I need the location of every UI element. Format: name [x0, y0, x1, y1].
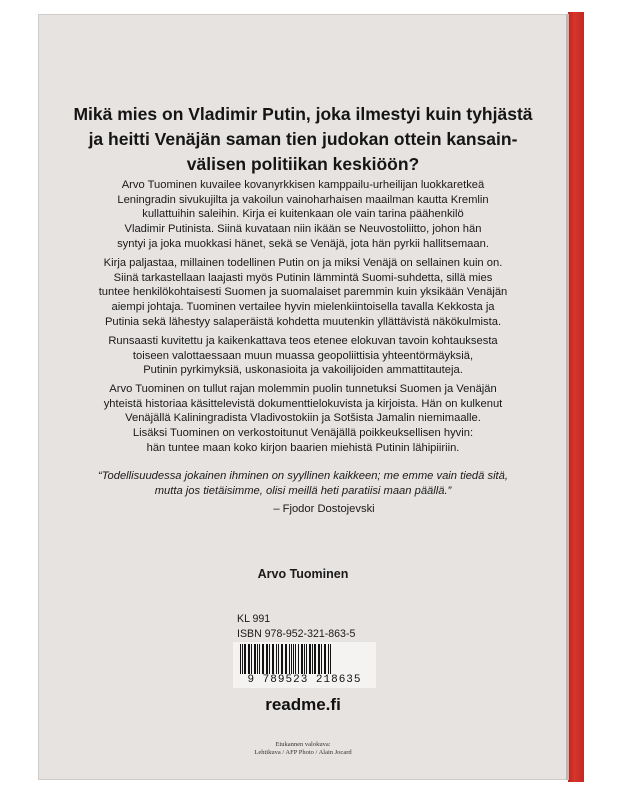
classification-code: KL 991 [237, 613, 271, 625]
paragraph-line: Vladimir Putinista. Siinä kuvataan niin ikään se Neuvostoliitto, johon hän [124, 223, 482, 236]
paragraph-line: Leningradin sivukujilta ja vakoilun vainoharhaisen maailman kautta Kremlin [117, 193, 489, 206]
barcode-bars [236, 644, 373, 678]
paragraph-line: aiempi johtaja. Tuominen vertailee hyvin mielenkiintoisella tavalla Kekkosta ja [111, 301, 495, 314]
barcode [233, 642, 376, 688]
epigraph-quote [38, 469, 568, 498]
paragraph-line: hän tuntee maan koko kirjon baarien miehistä Putinin lähipiiriin. [146, 441, 460, 454]
paragraph-content [38, 256, 568, 330]
quote-attribution: – Fjodor Dostojevski [273, 503, 375, 515]
isbn: ISBN 978-952-321-863-5 [237, 628, 356, 640]
paragraph-line: Kirja paljastaa, millainen todellinen Putin on ja miksi Venäjä on sellainen kuin on. [103, 257, 503, 269]
headline-line: ja heitti Venäjän saman tien judokan ottein kansain- [88, 129, 518, 149]
photo-credit-line: Lehtikuva / AFP Photo / Alain Jocard [254, 749, 352, 756]
paragraph-intro [38, 178, 568, 252]
paragraph-line: Venäjällä Kaliningradista Vladivostokiin ja Sotšista Jamalin niemimaalle. [125, 412, 481, 425]
paragraph-line: Putinia sekä lähestyy salaperäistä kohdetta muutenkin yllättävistä näkökulmista. [104, 315, 502, 328]
paragraph-line: tuntee henkilökohtaisesti Suomen ja suomalaiset paremmin kuin yksikään Venäjän [98, 286, 508, 299]
paragraph-line: Runsaasti kuvitettu ja kaikenkattava teos etenee elokuvan tavoin kohtauksesta [108, 335, 498, 347]
headline [38, 102, 568, 177]
quote-line: mutta jos tietäisimme, olisi meillä heti paratiisi maan päällä.” [154, 484, 452, 497]
paragraph-line: kullattuihin saleihin. Kirja ei kuitenkaan ole vain tarina päähenkilö [142, 208, 464, 221]
paragraph-line: Lisäksi Tuominen on verkostoitunut Venäjällä poikkeuksellisen hyvin: [132, 427, 474, 440]
headline-line: välisen politiikan keskiöön? [186, 154, 420, 174]
paragraph-line: Putinin pyrkimyksiä, uskonasioita ja vakoilijoiden ammattitauteja. [143, 364, 463, 377]
book-spine [568, 12, 584, 782]
quote-line: “Todellisuudessa jokainen ihminen on syyllinen kaikkeen; me emme vain tiedä sitä, [97, 470, 508, 482]
paragraph-line: syntyi ja joka muokkasi hänet, sekä se Venäjä, jota hän pyrkii hallitsemaan. [117, 237, 489, 250]
paragraph-line: toiseen valottaessaan muun muassa geopoliittisia yhteentörmäyksiä, [132, 349, 474, 362]
paragraph-style [38, 334, 568, 378]
publisher-logo: readme.fi [265, 695, 341, 714]
headline-line: Mikä mies on Vladimir Putin, joka ilmestyi kuin tyhjästä [73, 104, 533, 124]
barcode-number: 9 789523 218635 [233, 674, 376, 686]
paragraph-line: Arvo Tuominen on tullut rajan molemmin puolin tunnetuksi Suomen ja Venäjän [109, 383, 497, 395]
paragraph-line: Arvo Tuominen kuvailee kovanyrkkisen kamppailu-urheilijan luokkaretkeä [121, 179, 485, 191]
paragraph-line: Siinä tarkastellaan laajasti myös Putinin lämmintä Suomi-suhdetta, sillä mies [113, 271, 493, 284]
photo-credit [38, 741, 568, 757]
paragraph-line: yhteistä historiaa käsittelevistä dokumenttielokuvista ja kirjoista. Hän on kulkenut [103, 397, 503, 410]
author-name: Arvo Tuominen [257, 567, 349, 581]
paragraph-author-bio [38, 382, 568, 456]
photo-credit-line: Etukannen valokuva: [275, 741, 331, 748]
